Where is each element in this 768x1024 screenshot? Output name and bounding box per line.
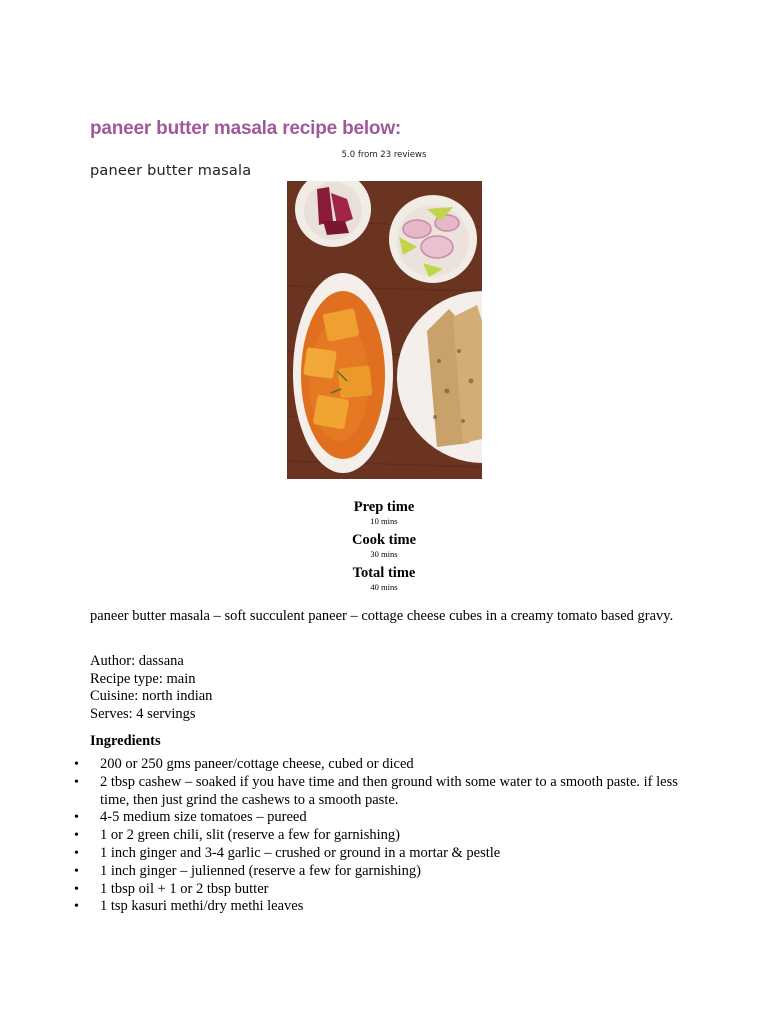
ingredient-text: 2 tbsp cashew – soaked if you have time and then ground with some water to a smooth paste. if less time, then just grind the cashews to a smooth paste. bbox=[100, 773, 678, 808]
ingredient-text: 1 tsp kasuri methi/dry methi leaves bbox=[100, 898, 304, 915]
list-item: • 1 inch ginger – julienned (reserve a few for garnishing) bbox=[74, 862, 421, 879]
time-label: Cook time bbox=[351, 532, 417, 548]
ingredient-text: 1 inch ginger and 3-4 garlic – crushed or ground in a mortar & pestle bbox=[100, 844, 501, 861]
ingredient-text: 4-5 medium size tomatoes – pureed bbox=[100, 809, 307, 826]
ingredients-list bbox=[0, 756, 690, 916]
recipe-meta bbox=[90, 653, 212, 724]
time-label: Prep time bbox=[353, 499, 415, 515]
total-time bbox=[0, 564, 768, 593]
recipe-photo bbox=[287, 181, 482, 479]
list-item: • 4-5 medium size tomatoes – pureed bbox=[74, 809, 307, 826]
recipe-cuisine: Cuisine: north indian bbox=[90, 688, 213, 705]
ingredient-text: 1 inch ginger – julienned (reserve a few for garnishing) bbox=[100, 862, 421, 879]
time-value: 40 mins bbox=[370, 582, 398, 592]
ingredient-text: 1 or 2 green chili, slit (reserve a few for garnishing) bbox=[100, 827, 400, 844]
ingredients-heading: Ingredients bbox=[90, 733, 161, 749]
recipe-title: paneer butter masala recipe below: bbox=[90, 118, 402, 139]
list-item: • 200 or 250 gms paneer/cottage cheese, cubed or diced bbox=[74, 756, 414, 772]
rating-text: 5.0 from 23 reviews bbox=[341, 150, 427, 160]
list-item: • 1 inch ginger and 3-4 garlic – crushed or ground in a mortar & pestle bbox=[74, 844, 501, 861]
recipe-type: Recipe type: main bbox=[90, 670, 196, 687]
time-value: 30 mins bbox=[370, 549, 398, 559]
time-label: Total time bbox=[352, 565, 416, 581]
ingredient-text: 1 tbsp oil + 1 or 2 tbsp butter bbox=[100, 880, 269, 897]
ingredient-text: 200 or 250 gms paneer/cottage cheese, cubed or diced bbox=[100, 756, 414, 772]
recipe-times bbox=[0, 498, 768, 597]
recipe-subtitle: paneer butter masala bbox=[90, 163, 252, 179]
time-value: 10 mins bbox=[370, 516, 398, 526]
list-item: • 1 or 2 green chili, slit (reserve a few for garnishing) bbox=[74, 827, 400, 844]
list-item: • 2 tbsp cashew – soaked if you have time and then ground with some water to a smooth paste. if less time, then just grind the cashews to a smooth paste. bbox=[74, 773, 678, 808]
prep-time bbox=[0, 498, 768, 527]
recipe-description: paneer butter masala – soft succulent paneer – cottage cheese cubes in a creamy tomato based gravy. bbox=[90, 608, 674, 624]
recipe-author: Author: dassana bbox=[90, 653, 184, 669]
list-item: • 1 tbsp oil + 1 or 2 tbsp butter bbox=[74, 880, 269, 897]
list-item: • 1 tsp kasuri methi/dry methi leaves bbox=[74, 898, 304, 915]
recipe-serves: Serves: 4 servings bbox=[90, 706, 196, 723]
cook-time bbox=[0, 531, 768, 560]
